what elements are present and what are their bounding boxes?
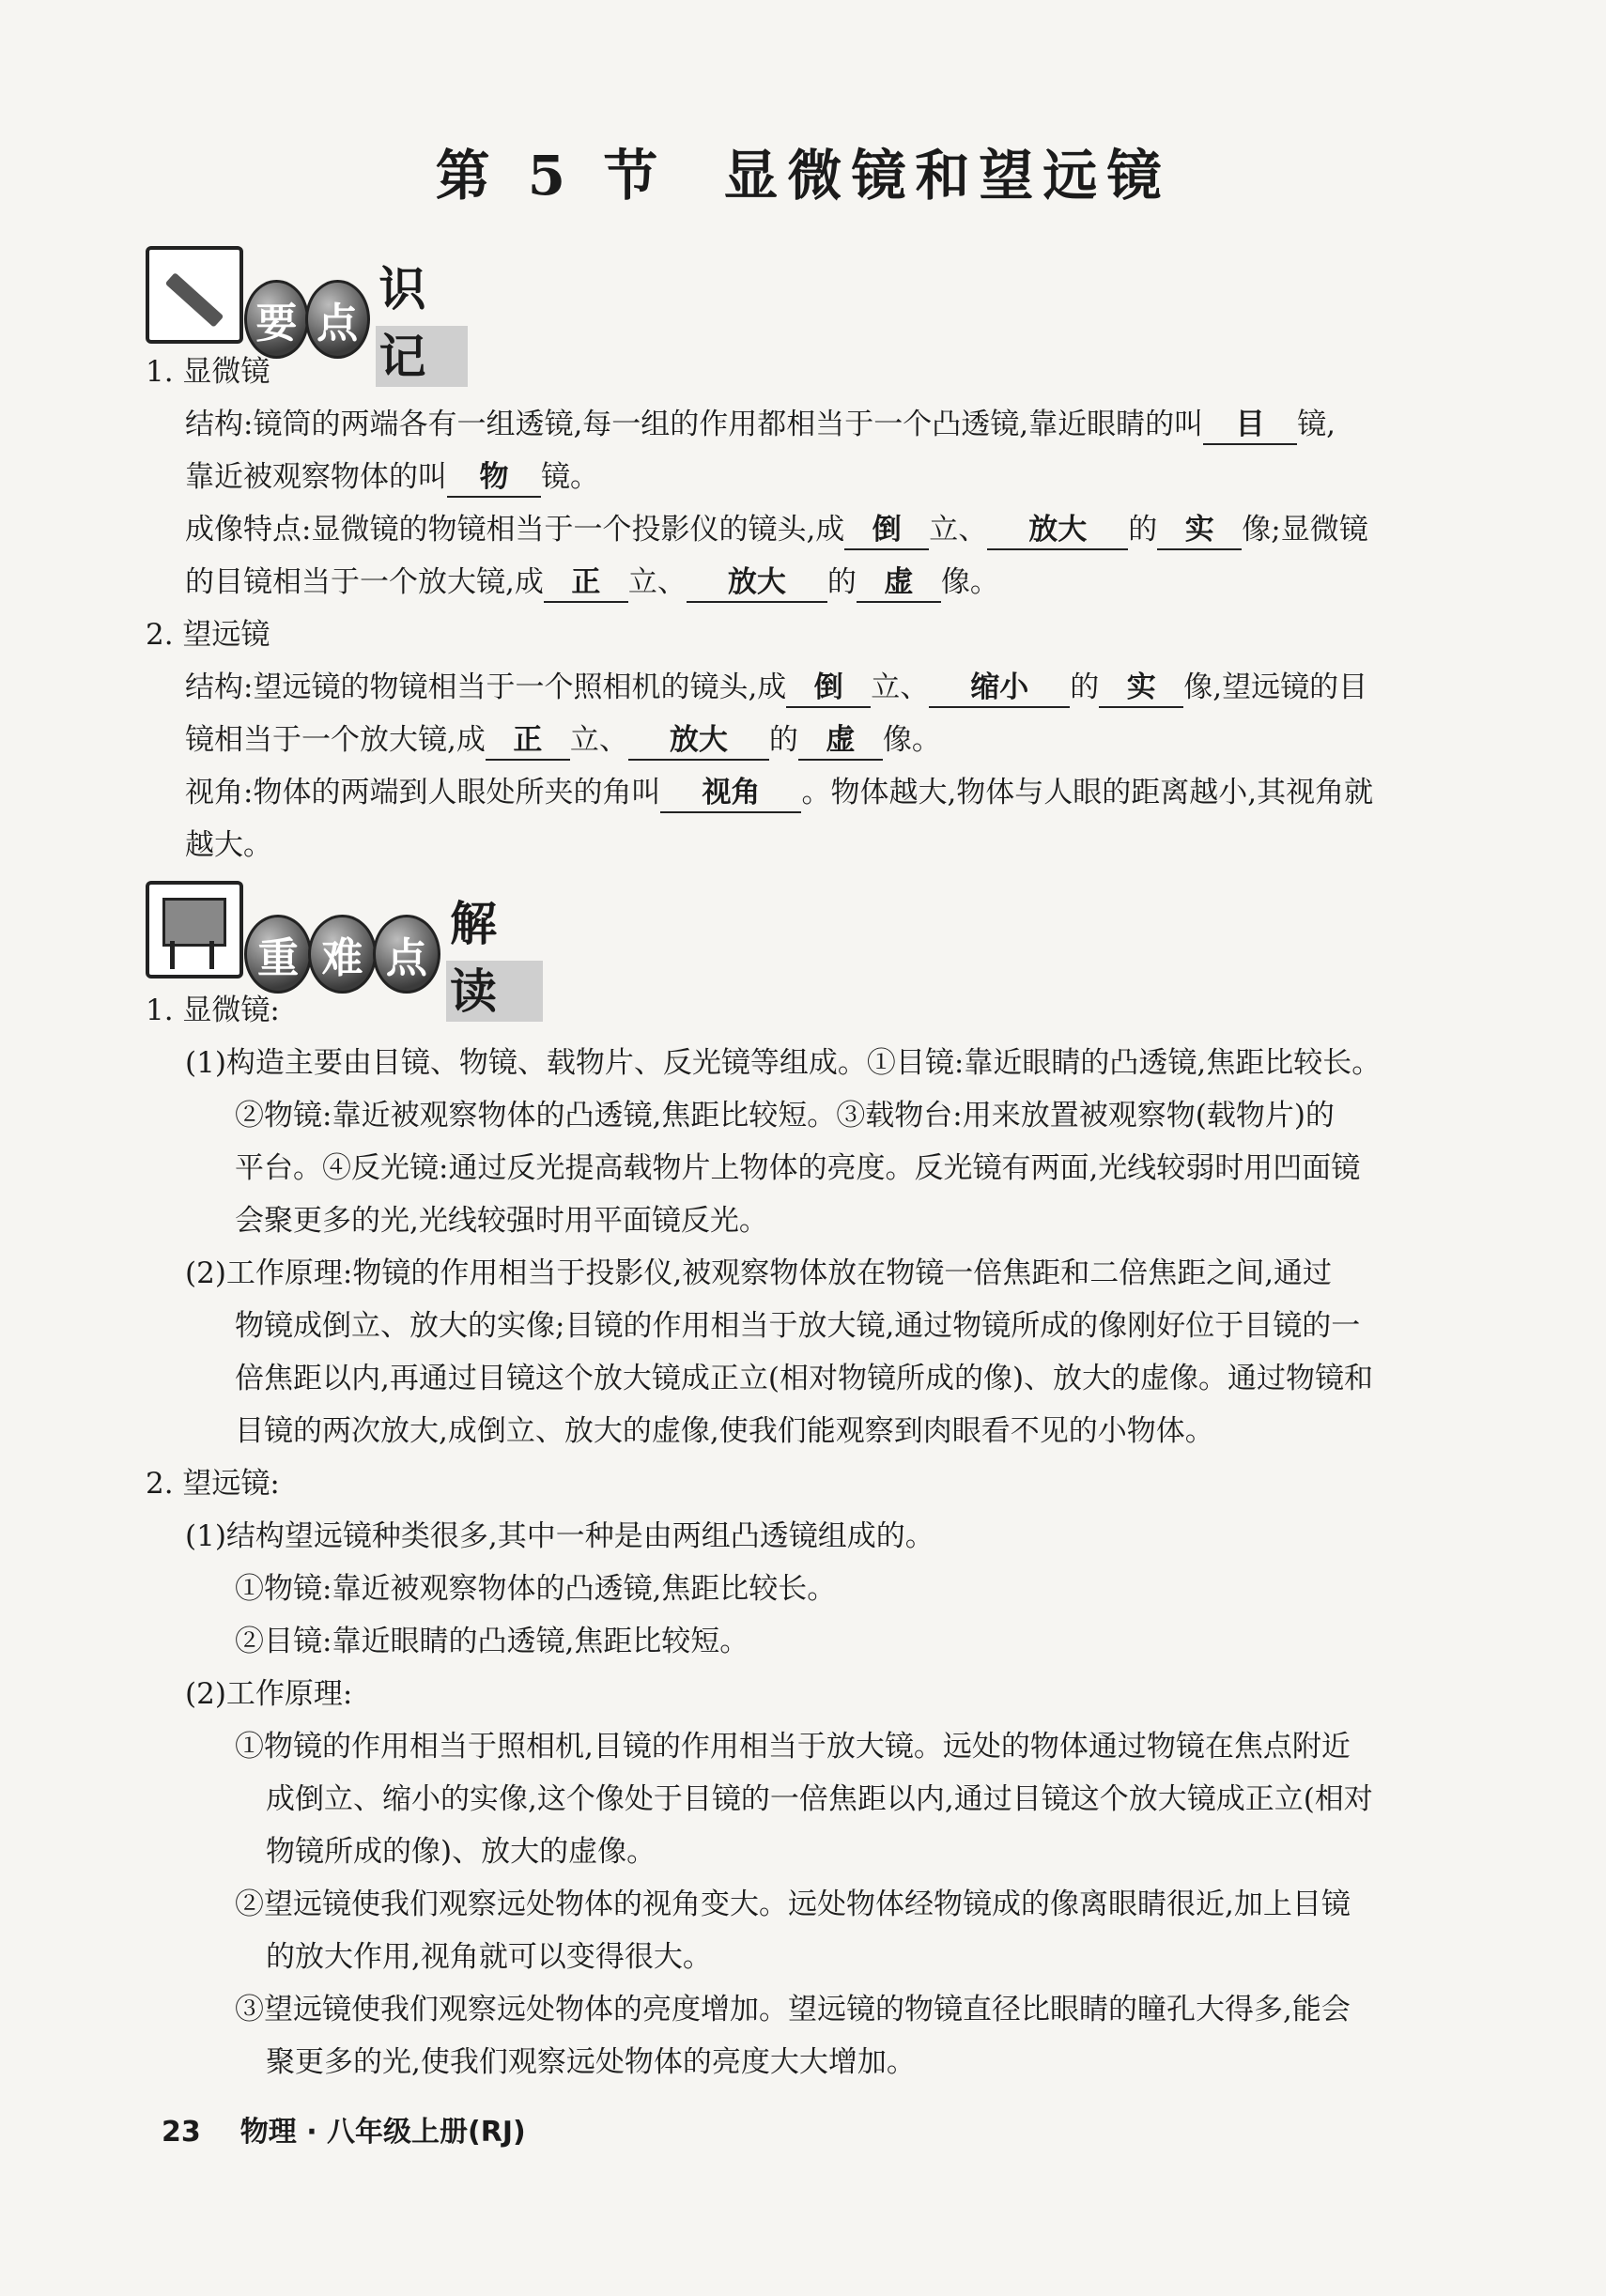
answer-blank: 实 [1099, 669, 1183, 708]
notepad-pencil-icon [146, 246, 243, 344]
answer-blank: 倒 [844, 511, 929, 550]
microscope-heading: 1. 显微镜 [146, 355, 270, 389]
chalkboard-icon [146, 881, 243, 978]
paragraph: 2. 望远镜: [146, 1467, 280, 1501]
difficult-points-content [146, 984, 1517, 2088]
section-number: 第 5 节 [435, 144, 668, 208]
answer-blank: 实 [1157, 511, 1242, 550]
paragraph: (1)结构望远镜种类很多,其中一种是由两组凸透镜组成的。 [185, 1519, 934, 1553]
paragraph: 物镜成倒立、放大的实像;目镜的作用相当于放大镜,通过物镜所成的像刚好位于目镜的一 [235, 1309, 1361, 1343]
visual-angle: 视角:物体的两端到人眼处所夹的角叫 视角 。物体越大,物体与人眼的距离越小,其视角就 越大。 [185, 776, 1374, 862]
paragraph: ②望远镜使我们观察远处物体的视角变大。远处物体经物镜成的像离眼睛很近,加上目镜 [235, 1888, 1351, 1921]
answer-blank: 放大 [687, 563, 827, 603]
paragraph: 1. 显微镜: [146, 994, 280, 1027]
paragraph: 物镜所成的像)、放大的虚像。 [266, 1835, 656, 1869]
microscope-structure: 结构:镜筒的两端各有一组透镜,每一组的作用都相当于一个凸透镜,靠近眼睛的叫 目 镜, 靠近被观察物体的叫 物 镜。 [146, 398, 1517, 503]
paragraph: 平台。④反光镜:通过反光提高载物片上物体的亮度。反光镜有两面,光线较弱时用凹面镜 [235, 1151, 1361, 1185]
answer-blank: 倒 [786, 669, 871, 708]
paragraph: 倍焦距以内,再通过目镜这个放大镜成正立(相对物镜所成的像)、放大的虚像。通过物镜和 [235, 1362, 1374, 1395]
paragraph: ②物镜:靠近被观察物体的凸透镜,焦距比较短。③载物台:用来放置被观察物(载物片)的 [235, 1099, 1335, 1133]
telescope-structure: 结构:望远镜的物镜相当于一个照相机的镜头,成 倒 立、 缩小 的 实 像,望远镜的目 镜相当于一个放大镜,成 正 立、 放大 的 虚 像。 [146, 661, 1517, 766]
answer-blank: 虚 [798, 721, 883, 761]
paragraph: ①物镜的作用相当于照相机,目镜的作用相当于放大镜。远处的物体通过物镜在焦点附近 [235, 1730, 1351, 1764]
answer-blank: 放大 [987, 511, 1128, 550]
answer-blank: 物 [447, 458, 541, 498]
paragraph: (1)构造主要由目镜、物镜、载物片、反光镜等组成。①目镜:靠近眼睛的凸透镜,焦距比较长。 [185, 1046, 1382, 1080]
paragraph: 会聚更多的光,光线较强时用平面镜反光。 [235, 1204, 768, 1238]
paragraph: ①物镜:靠近被观察物体的凸透镜,焦距比较长。 [235, 1572, 837, 1606]
paragraph: 目镜的两次放大,成倒立、放大的虚像,使我们能观察到肉眼看不见的小物体。 [235, 1414, 1214, 1448]
paragraph: 成倒立、缩小的实像,这个像处于目镜的一倍焦距以内,通过目镜这个放大镜成正立(相对 [266, 1782, 1373, 1816]
paragraph: (2)工作原理: [185, 1677, 353, 1711]
answer-blank: 缩小 [929, 669, 1070, 708]
answer-blank: 正 [544, 563, 628, 603]
telescope-heading: 2. 望远镜 [146, 618, 270, 652]
paragraph: (2)工作原理:物镜的作用相当于投影仪,被观察物体放在物镜一倍焦距和二倍焦距之间,通过 [185, 1256, 1333, 1290]
heading-bubble: 点 [305, 280, 370, 359]
answer-blank: 虚 [857, 563, 941, 603]
heading-bubble: 点 [373, 915, 440, 994]
section-name: 显微镜和望远镜 [723, 144, 1171, 208]
heading-text: 解读 [446, 886, 543, 1022]
heading-bubble: 要 [244, 280, 309, 359]
answer-blank: 放大 [628, 721, 769, 761]
page-title [0, 131, 1606, 210]
heading-bubble: 难 [308, 915, 376, 994]
heading-text: 识记 [376, 252, 468, 387]
answer-blank: 视角 [660, 774, 801, 813]
answer-blank: 正 [486, 721, 570, 761]
microscope-imaging: 成像特点:显微镜的物镜相当于一个投影仪的镜头,成 倒 立、 放大 的 实 像;显微镜 的目镜相当于一个放大镜,成 正 立、 放大 的 虚 像。 [146, 503, 1517, 609]
page-footer [162, 2108, 526, 2150]
heading-bubble: 重 [244, 915, 312, 994]
paragraph: 的放大作用,视角就可以变得很大。 [266, 1940, 712, 1974]
book-title: 物理 · 八年级上册(RJ) [239, 2116, 526, 2149]
paragraph: ③望远镜使我们观察远处物体的亮度增加。望远镜的物镜直径比眼睛的瞳孔大得多,能会 [235, 1993, 1351, 2026]
paragraph: 聚更多的光,使我们观察远处物体的亮度大大增加。 [266, 2045, 916, 2079]
paragraph: ②目镜:靠近眼睛的凸透镜,焦距比较短。 [235, 1625, 749, 1658]
answer-blank: 目 [1203, 406, 1297, 445]
page-number: 23 [162, 2116, 201, 2149]
key-points-content [146, 346, 1517, 871]
